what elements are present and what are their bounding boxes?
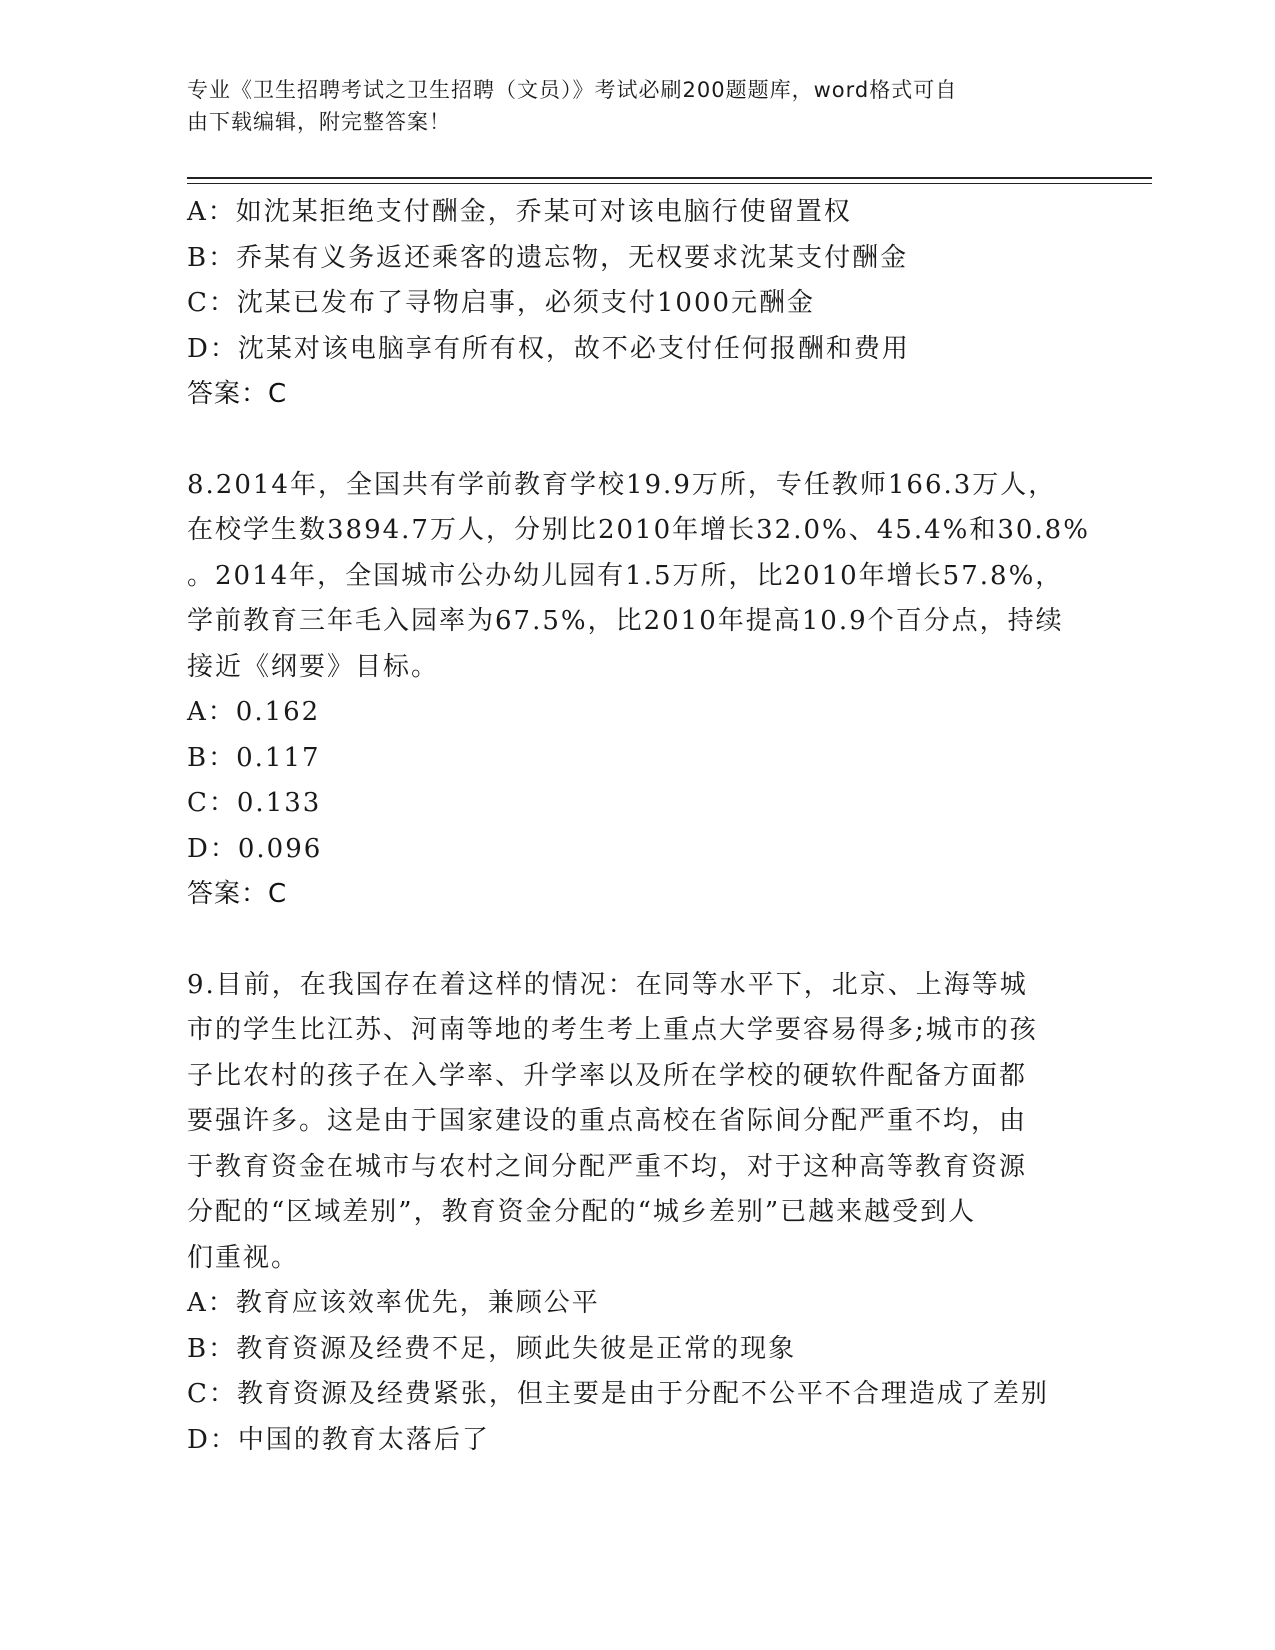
question-9-text-line: 市的学生比江苏、河南等地的考生考上重点大学要容易得多;城市的孩 xyxy=(187,1015,1038,1045)
question-8-text-line: 。2014年，全国城市公办幼儿园有1.5万所，比2010年增长57.8%， xyxy=(187,560,1064,591)
question-9-text-line: 要强许多。这是由于国家建设的重点高校在省际间分配严重不均，由 xyxy=(187,1106,1028,1136)
header-line-2: 由下载编辑，附完整答案！ xyxy=(187,110,451,134)
question-7-option-b: B：乔某有义务返还乘客的遗忘物，无权要求沈某支付酬金 xyxy=(187,242,909,273)
question-7-option-d: D：沈某对该电脑享有所有权，故不必支付任何报酬和费用 xyxy=(187,333,910,364)
spacer xyxy=(187,418,1087,463)
document-header xyxy=(187,74,1067,138)
question-8-option-d: D：0.096 xyxy=(187,833,323,864)
question-9-option-d: D：中国的教育太落后了 xyxy=(187,1424,490,1455)
header-line-1: 专业《卫生招聘考试之卫生招聘（文员）》考试必刷200题题库，word格式可自 xyxy=(187,78,958,102)
question-9-option-c: C：教育资源及经费紧张，但主要是由于分配不公平不合理造成了差别 xyxy=(187,1379,1049,1409)
question-9-text-line: 们重视。 xyxy=(187,1242,300,1273)
question-7-answer: 答案：C xyxy=(187,379,288,409)
question-9-text-line: 9.目前，在我国存在着这样的情况：在同等水平下，北京、上海等城 xyxy=(187,969,1028,1000)
question-8 xyxy=(187,463,1090,918)
question-8-option-b: B：0.117 xyxy=(187,742,321,773)
question-7-option-c: C：沈某已发布了寻物启事，必须支付1000元酬金 xyxy=(187,288,816,318)
question-8-text-line: 8.2014年，全国共有学前教育学校19.9万所，专任教师166.3万人， xyxy=(187,469,1057,500)
question-8-option-a: A：0.162 xyxy=(187,697,321,727)
question-7-options xyxy=(187,190,1087,418)
question-9-option-a: A：教育应该效率优先，兼顾公平 xyxy=(187,1288,600,1318)
header-rule-thick xyxy=(187,177,1152,179)
question-9-text-line: 于教育资金在城市与农村之间分配严重不均，对于这种高等教育资源 xyxy=(187,1151,1028,1182)
question-8-text-line: 学前教育三年毛入园率为67.5%，比2010年提高10.9个百分点，持续 xyxy=(187,606,1064,636)
question-8-text-line: 在校学生数3894.7万人，分别比2010年增长32.0%、45.4%和30.8% xyxy=(187,515,1090,545)
question-9-text-line: 子比农村的孩子在入学率、升学率以及所在学校的硬软件配备方面都 xyxy=(187,1060,1028,1091)
question-8-text-line: 接近《纲要》目标。 xyxy=(187,651,440,682)
question-7-option-a: A：如沈某拒绝支付酬金，乔某可对该电脑行使留置权 xyxy=(187,197,852,227)
spacer xyxy=(187,918,1087,963)
question-8-option-c: C：0.133 xyxy=(187,788,322,818)
question-9-option-b: B：教育资源及经费不足，顾此失彼是正常的现象 xyxy=(187,1333,797,1364)
question-8-answer: 答案：C xyxy=(187,879,288,909)
question-9-text-line: 分配的“区域差别”，教育资金分配的“城乡差别”已越来越受到人 xyxy=(187,1197,977,1227)
document-body xyxy=(187,190,1090,1463)
header-rule-thin xyxy=(187,183,1152,184)
question-9 xyxy=(187,963,1087,1464)
